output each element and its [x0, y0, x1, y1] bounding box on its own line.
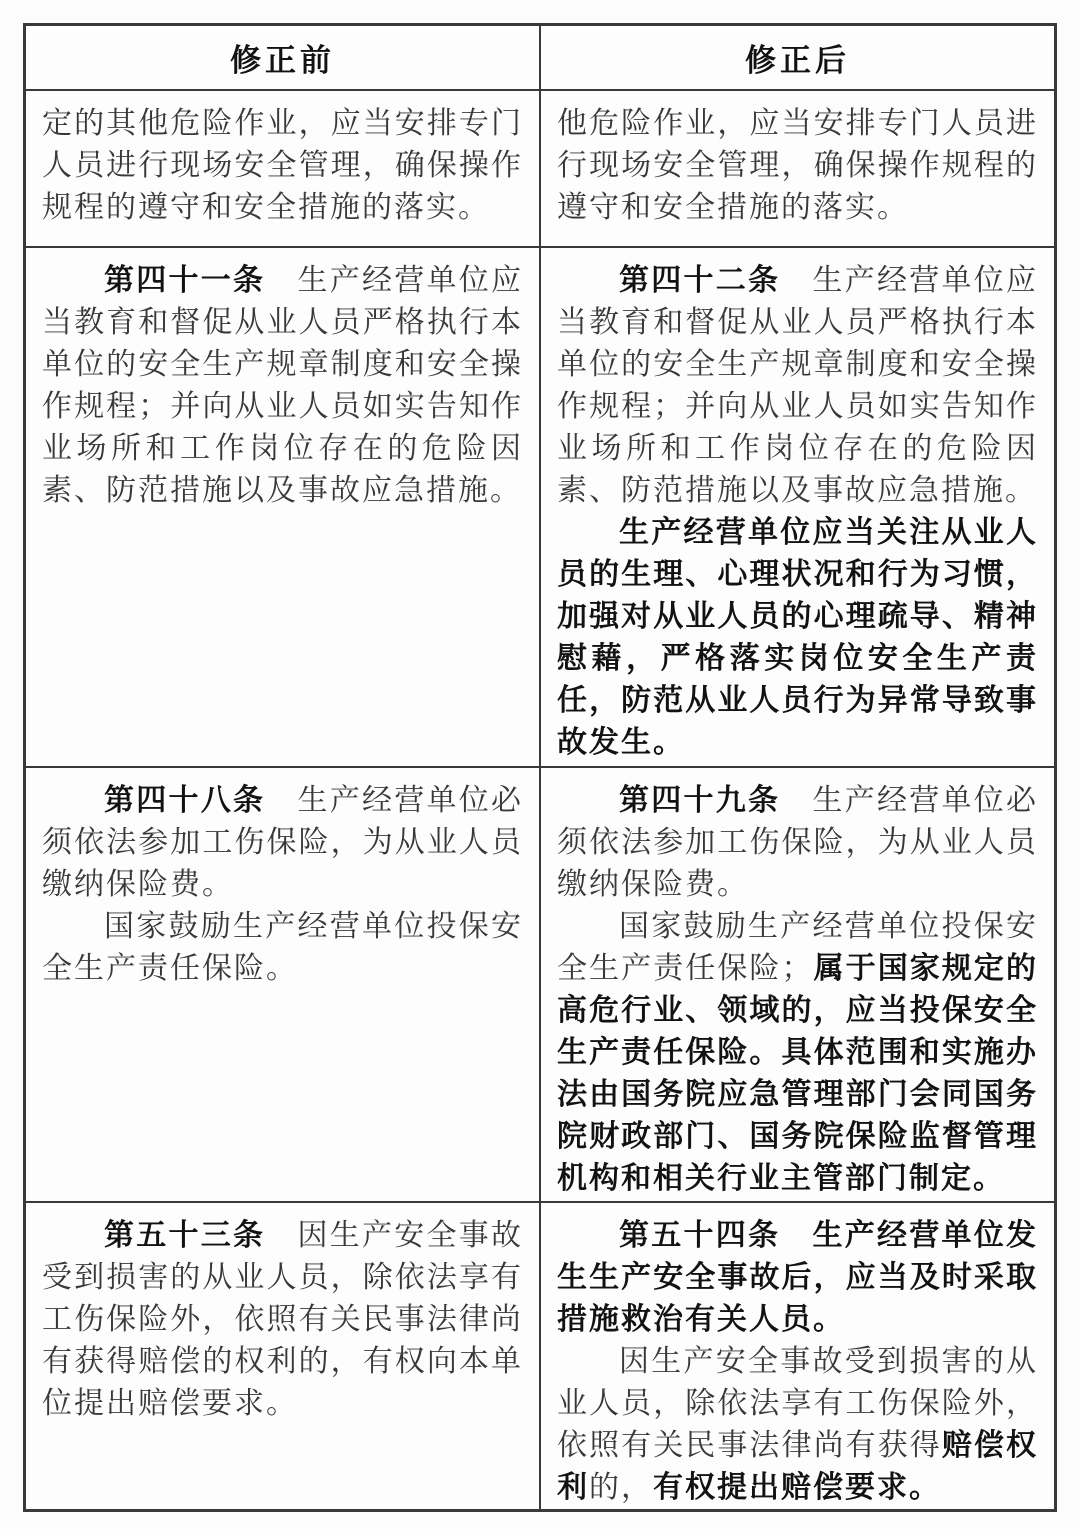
- law-text: 的，: [589, 1470, 653, 1504]
- cell-after: [540, 90, 1056, 247]
- paragraph: [42, 260, 523, 512]
- paragraph: [557, 260, 1038, 512]
- header-row: [25, 25, 1056, 90]
- comparison-table: [23, 23, 1057, 1512]
- amended-text: 第五十四条 生产经营单位发生生产安全事故后，应当及时采取措施救治有关人员。: [557, 1217, 1038, 1337]
- table-header: [25, 25, 1056, 90]
- paragraph: [42, 103, 523, 229]
- table-row: [25, 1202, 1056, 1511]
- paragraph: [42, 906, 523, 990]
- table-row: [25, 767, 1056, 1202]
- amended-text: 生产经营单位应当关注从业人员的生理、心理状况和行为习惯，加强对从业人员的心理疏导、精神慰藉，严格落实岗位安全生产责任，防范从业人员行为异常导致事故发生。: [557, 514, 1038, 760]
- law-text: 国家鼓励生产经营单位投保安全生产责任保险。: [42, 909, 523, 985]
- table-row: [25, 90, 1056, 247]
- column-header-after: 修正后: [540, 25, 1056, 90]
- amended-text: 赔偿权利: [557, 1427, 1039, 1505]
- amended-text: 第四十九条: [619, 782, 813, 818]
- law-text: 定的其他危险作业，应当安排专门人员进行现场安全管理，确保操作规程的遵守和安全措施的落实。: [42, 106, 523, 224]
- cell-before: [25, 90, 541, 247]
- cell-before: [25, 767, 541, 1202]
- table-body: [25, 90, 1056, 1511]
- cell-before: [25, 1202, 541, 1511]
- law-text: 国家鼓励生产经营单位投保安全生产责任保险；: [557, 909, 1038, 985]
- paragraph: [42, 780, 523, 906]
- cell-after: [540, 767, 1056, 1202]
- law-text: 因生产安全事故受到损害的从业人员，除依法享有工伤保险外，依照有关民事法律尚有获得: [557, 1344, 1038, 1462]
- paragraph: [557, 1215, 1038, 1341]
- amended-text: 第四十二条: [619, 262, 813, 298]
- paragraph: [42, 1215, 523, 1425]
- paragraph: [557, 780, 1038, 906]
- paragraph: [557, 1341, 1038, 1509]
- cell-after: [540, 1202, 1056, 1511]
- paragraph: [557, 906, 1038, 1200]
- law-text: 生产经营单位应当教育和督促从业人员严格执行本单位的安全生产规章制度和安全操作规程；并向从业人员如实告知作业场所和工作岗位存在的危险因素、防范措施以及事故应急措施。: [42, 263, 523, 507]
- amended-text: 第四十一条: [104, 262, 298, 298]
- law-text: 生产经营单位必须依法参加工伤保险，为从业人员缴纳保险费。: [557, 783, 1038, 901]
- law-text: 生产经营单位应当教育和督促从业人员严格执行本单位的安全生产规章制度和安全操作规程；并向从业人员如实告知作业场所和工作岗位存在的危险因素、防范措施以及事故应急措施。: [557, 263, 1038, 507]
- paragraph: [557, 512, 1038, 764]
- table-row: [25, 247, 1056, 767]
- amended-text: 第五十三条: [104, 1217, 298, 1253]
- amended-text: 有权提出赔偿要求。: [653, 1469, 941, 1505]
- law-text: 他危险作业，应当安排专门人员进行现场安全管理，确保操作规程的遵守和安全措施的落实。: [557, 106, 1038, 224]
- comparison-document: [23, 23, 1057, 1509]
- column-header-before: 修正前: [25, 25, 541, 90]
- amended-text: 属于国家规定的高危行业、领域的，应当投保安全生产责任保险。具体范围和实施办法由国务院应急管理部门会同国务院财政部门、国务院保险监督管理机构和相关行业主管部门制定。: [557, 950, 1038, 1196]
- law-text: 因生产安全事故受到损害的从业人员，除依法享有工伤保险外，依照有关民事法律尚有获得赔偿的权利的，有权向本单位提出赔偿要求。: [42, 1218, 523, 1420]
- law-text: 生产经营单位必须依法参加工伤保险，为从业人员缴纳保险费。: [42, 783, 523, 901]
- cell-after: [540, 247, 1056, 767]
- cell-before: [25, 247, 541, 767]
- paragraph: [557, 103, 1038, 229]
- amended-text: 第四十八条: [104, 782, 298, 818]
